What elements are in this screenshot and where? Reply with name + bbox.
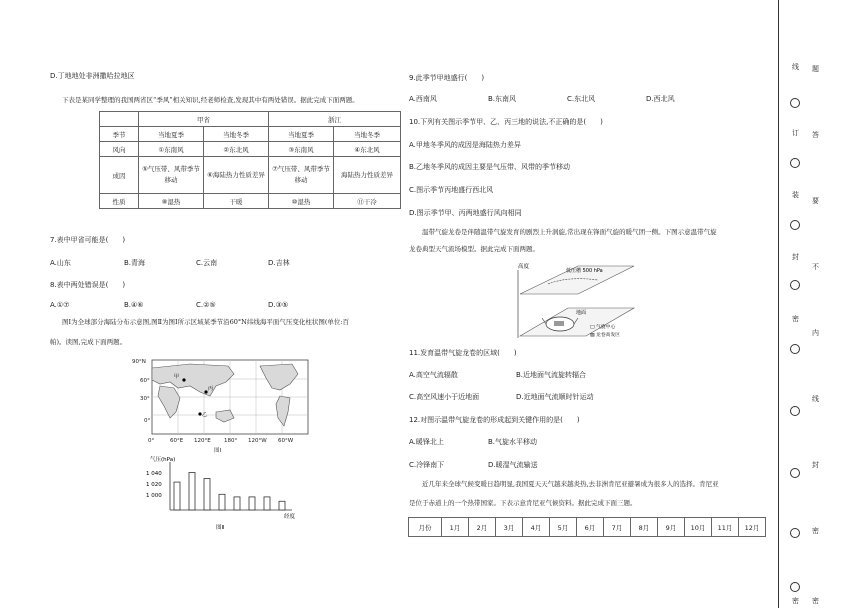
table-cell: 成因	[100, 157, 139, 194]
q12-option-b: B.气旋水平移动	[488, 438, 538, 446]
binding-hole	[790, 220, 800, 230]
q12-option-d: D.暖湿气流输送	[488, 461, 538, 469]
binding-char: 答	[812, 131, 819, 139]
binding-char: 线	[812, 395, 819, 403]
q11-option-c: C.高空风速小于近地面	[409, 393, 480, 401]
table-cell: ⑪干冷	[334, 194, 401, 209]
binding-char: 封	[812, 461, 819, 469]
binding-char: 内	[812, 329, 819, 337]
pressure-bar	[219, 494, 225, 510]
svg-text:甲: 甲	[174, 374, 180, 380]
trough-label: 低压槽 500 hPa	[566, 268, 603, 274]
q10-option-a: A.甲地冬季风的成因是海陆热力差异	[409, 141, 521, 149]
q9-stem: 9.此季节甲地盛行( )	[409, 74, 485, 82]
q8-stem: 8.表中两处错误是( )	[50, 281, 126, 289]
binding-hole	[790, 344, 800, 354]
cyclone-tornado-diagram	[508, 258, 638, 342]
month-cell: 8月	[631, 518, 658, 537]
lat-label: 60°	[140, 378, 150, 384]
lat-label: 90°N	[132, 359, 146, 365]
month-cell: 10月	[685, 518, 712, 537]
q8-option-a: A.①⑦	[50, 301, 70, 309]
q9-option-d: D.西北风	[646, 95, 675, 103]
binding-hole	[790, 406, 800, 416]
q12-option-c: C.冷锋南下	[409, 461, 445, 469]
legend-cyclone-center: □ 气旋中心	[590, 325, 616, 330]
lat-label: 0°	[144, 418, 151, 424]
table-cell: 当地夏季	[269, 127, 334, 142]
lon-label: 60°E	[170, 438, 184, 444]
intro-paragraph-3a: 温带气旋龙卷是伴随温带气旋发育的剧烈上升涡旋,常出现在锋面气旋的暖气团一侧。下图示意温带气旋	[422, 228, 717, 236]
binding-hole	[790, 98, 800, 108]
q7-stem: 7.表中甲省可能是( )	[50, 236, 126, 244]
binding-char: 密	[792, 597, 799, 605]
lon-label: 180°	[224, 438, 238, 444]
month-cell: 7月	[604, 518, 631, 537]
q11-option-a: A.高空气流辐散	[409, 371, 458, 379]
month-cell: 11月	[712, 518, 739, 537]
binding-hole	[790, 528, 800, 538]
binding-hole	[790, 158, 800, 168]
pressure-bar	[234, 497, 240, 510]
table-cell: ⑥海陆热力性质差异	[204, 157, 269, 194]
q11-stem: 11.发育温带气旋龙卷的区域( )	[409, 349, 517, 357]
table-cell: 当地冬季	[334, 127, 401, 142]
q8-option-b: B.④⑥	[124, 301, 144, 309]
q12-option-a: A.暖锋北上	[409, 438, 444, 446]
q9-option-b: B.东南风	[488, 95, 517, 103]
figure-caption-2: 图Ⅱ	[216, 525, 225, 531]
table-cell: 性质	[100, 194, 139, 209]
q11-option-b: B.近地面气流旋转辐合	[516, 371, 587, 379]
figure-caption-1: 图Ⅰ	[214, 448, 222, 454]
table-cell: ③东南风	[269, 142, 334, 157]
binding-char: 不	[812, 263, 819, 271]
lon-label: 120°E	[194, 438, 211, 444]
lon-label: 0°	[148, 438, 155, 444]
table-cell: ⑦气压带、风带季节移动	[269, 157, 334, 194]
table-cell: 当地夏季	[139, 127, 204, 142]
month-header: 月份	[409, 518, 442, 537]
header-jia: 甲省	[139, 112, 269, 127]
binding-hole	[790, 582, 800, 592]
pressure-bar	[204, 479, 210, 510]
pressure-bar	[189, 472, 195, 510]
binding-char: 题	[812, 65, 819, 73]
q12-stem: 12.对图示温带气旋龙卷的形成起到关键作用的是( )	[409, 416, 580, 424]
table-cell: ②东北风	[204, 142, 269, 157]
table-cell: ⑤气压带、风带季节移动	[139, 157, 204, 194]
q7-option-b: B.青海	[124, 259, 146, 267]
q7-option-a: A.山东	[50, 259, 71, 267]
pressure-bar-chart	[140, 452, 320, 532]
binding-char: 订	[792, 129, 799, 137]
q6-option-d: D.丁地地处非洲撒哈拉地区	[50, 72, 135, 80]
binding-char: 装	[792, 191, 799, 199]
q7-option-d: D.吉林	[268, 259, 290, 267]
table-cell: ⑧湿热	[139, 194, 204, 209]
pressure-bar	[279, 501, 285, 510]
month-cell: 6月	[577, 518, 604, 537]
month-cell: 2月	[469, 518, 496, 537]
monsoon-table	[99, 111, 401, 209]
q8-option-d: D.③⑤	[268, 301, 289, 309]
ytick-label: 1 020	[146, 482, 162, 488]
binding-char: 线	[792, 63, 799, 71]
intro-paragraph-4b: 是位于赤道上的一个热带国家。下表示意肯尼亚气候资料。据此完成下面三题。	[409, 499, 637, 507]
binding-char: 封	[792, 253, 799, 261]
lon-label: 60°W	[278, 438, 294, 444]
intro-paragraph-2a: 图Ⅰ为全球部分海陆分布示意图,图Ⅱ为图Ⅰ所示区域某季节沿60°N纬线海平面气压变化柱状图(单位:百	[62, 318, 350, 326]
binding-hole	[790, 280, 800, 290]
q10-stem: 10.下列有关图示季节甲、乙、丙三地的说法,不正确的是( )	[409, 118, 603, 126]
chart-ylabel: 气压(hPa)	[150, 457, 176, 463]
table-cell: 风向	[100, 142, 139, 157]
q10-option-b: B.乙地冬季风的成因主要是气压带、风带的季节移动	[409, 163, 571, 171]
pressure-bar	[264, 497, 270, 510]
month-cell: 3月	[496, 518, 523, 537]
pressure-bar	[174, 482, 180, 510]
month-cell: 4月	[523, 518, 550, 537]
month-cell: 12月	[739, 518, 766, 537]
q10-option-d: D.图示季节甲、丙两地盛行风向相同	[409, 209, 522, 217]
ground-label: 地面	[576, 310, 587, 316]
table-cell: ⑩湿热	[269, 194, 334, 209]
table-cell: 季节	[100, 127, 139, 142]
q11-option-d: D.近地面气流顺时针运动	[516, 393, 594, 401]
header-zhejiang: 浙江	[269, 112, 401, 127]
q9-option-c: C.东北风	[567, 95, 596, 103]
intro-paragraph-3b: 龙卷典型天气流场模型。据此完成下面两题。	[409, 245, 539, 253]
table-cell: ①东南风	[139, 142, 204, 157]
intro-paragraph-4a: 近几年来全球气候变暖日趋明显,我国夏天天气越来越炎热,去非洲肯尼亚避暑成为很多人的选择。肯尼亚	[422, 480, 719, 488]
lon-label: 120°W	[248, 438, 267, 444]
intro-paragraph-1: 下表是某同学整理的我国两省区“季风”相关知识,经老师检查,发现其中有两处错误。据此完成下面两题。	[62, 96, 359, 104]
height-label: 高度	[518, 264, 530, 270]
pressure-bar	[249, 497, 255, 510]
q7-option-c: C.云南	[196, 259, 218, 267]
table-cell: 干暖	[204, 194, 269, 209]
q9-option-a: A.西南风	[409, 95, 437, 103]
binding-char: 密	[812, 527, 819, 535]
chart-xlabel: 经度	[284, 514, 296, 520]
lat-label: 30°	[140, 396, 150, 402]
svg-text:丙: 丙	[208, 386, 214, 392]
binding-char: 密	[792, 315, 799, 323]
q10-option-c: C.图示季节丙地盛行西北风	[409, 186, 494, 194]
ytick-label: 1 040	[146, 471, 162, 477]
binding-line	[778, 0, 779, 608]
svg-text:乙: 乙	[202, 412, 208, 418]
binding-char: 要	[812, 197, 819, 205]
ytick-label: 1 000	[146, 493, 162, 499]
table-cell: 当地冬季	[204, 127, 269, 142]
binding-char: 密	[812, 597, 819, 605]
q8-option-c: C.②⑤	[196, 301, 216, 309]
table-cell: 海陆热力性质差异	[334, 157, 401, 194]
table-cell: ④东北风	[334, 142, 401, 157]
month-cell: 5月	[550, 518, 577, 537]
month-cell: 9月	[658, 518, 685, 537]
month-cell: 1月	[442, 518, 469, 537]
intro-paragraph-2b: 帕)。读图,完成下面两题。	[50, 338, 127, 346]
world-map-figure	[130, 352, 320, 462]
kenya-climate-table	[408, 517, 766, 537]
legend-tornado-area: ▨ 龙卷高发区	[590, 333, 621, 338]
binding-hole	[790, 468, 800, 478]
